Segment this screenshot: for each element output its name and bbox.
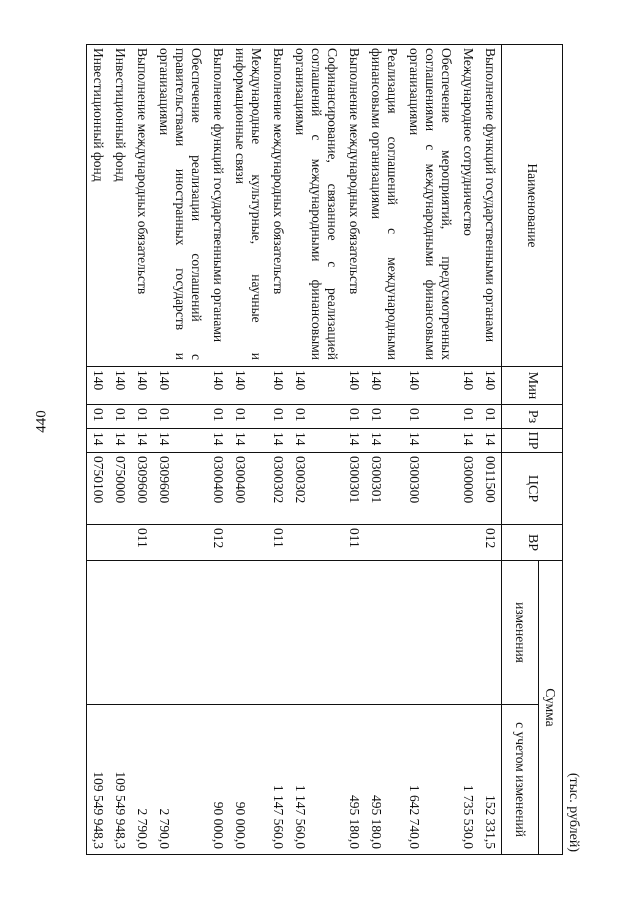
cell-csr: 0750100	[87, 453, 110, 525]
cell-changes	[267, 561, 289, 705]
table-row	[403, 45, 457, 855]
cell-pr: 14	[109, 429, 131, 453]
cell-changes	[403, 561, 457, 705]
cell-vr: 011	[343, 525, 365, 561]
table-row	[267, 45, 289, 855]
cell-total: 495 180,0	[343, 705, 365, 855]
cell-vr	[109, 525, 131, 561]
cell-total: 90 000,0	[229, 705, 267, 855]
cell-vr	[457, 525, 479, 561]
units-label: (тыс. рублей)	[566, 772, 581, 852]
cell-rz: 01	[289, 405, 343, 429]
cell-name: Софинансирование, связанное с реализацией соглашений с международными финансовыми организациями	[289, 45, 343, 367]
cell-csr: 0300000	[457, 453, 479, 525]
cell-pr: 14	[207, 429, 229, 453]
cell-pr: 14	[153, 429, 207, 453]
cell-min: 140	[207, 367, 229, 405]
cell-name: Обеспечение реализации соглашений с правительствами иностранных государств и организациями	[153, 45, 207, 367]
cell-csr: 0309600	[131, 453, 153, 525]
cell-min: 140	[457, 367, 479, 405]
header-sum: Сумма	[539, 561, 563, 855]
table-row	[153, 45, 207, 855]
rotated-page-content	[80, 44, 585, 854]
cell-pr: 14	[479, 429, 502, 453]
cell-changes	[207, 561, 229, 705]
header-min: Мин	[502, 367, 563, 405]
table-row	[109, 45, 131, 855]
cell-total: 152 331,5	[479, 705, 502, 855]
cell-vr: 011	[131, 525, 153, 561]
header-csr: ЦСР	[502, 453, 563, 525]
cell-csr: 0300301	[343, 453, 365, 525]
cell-vr	[87, 525, 110, 561]
cell-min: 140	[267, 367, 289, 405]
cell-min: 140	[87, 367, 110, 405]
cell-min: 140	[403, 367, 457, 405]
cell-rz: 01	[109, 405, 131, 429]
cell-name: Инвестиционный фонд	[87, 45, 110, 367]
cell-rz: 01	[207, 405, 229, 429]
cell-name: Выполнение функций государственными органами	[207, 45, 229, 367]
cell-vr	[403, 525, 457, 561]
cell-name: Международное сотрудничество	[457, 45, 479, 367]
cell-total: 1 147 560,0	[289, 705, 343, 855]
cell-csr: 0300302	[267, 453, 289, 525]
cell-pr: 14	[289, 429, 343, 453]
cell-csr: 0300301	[365, 453, 403, 525]
cell-changes	[289, 561, 343, 705]
cell-pr: 14	[365, 429, 403, 453]
cell-total: 1 147 560,0	[267, 705, 289, 855]
cell-rz: 01	[267, 405, 289, 429]
cell-rz: 01	[479, 405, 502, 429]
cell-rz: 01	[457, 405, 479, 429]
cell-rz: 01	[153, 405, 207, 429]
header-changes: изменения	[502, 561, 539, 705]
cell-name: Выполнение международных обязательств	[131, 45, 153, 367]
table-row	[343, 45, 365, 855]
table-row	[479, 45, 502, 855]
table-row	[87, 45, 110, 855]
cell-vr	[153, 525, 207, 561]
cell-pr: 14	[457, 429, 479, 453]
header-vr: ВР	[502, 525, 563, 561]
cell-rz: 01	[131, 405, 153, 429]
cell-changes	[365, 561, 403, 705]
cell-total: 2 790,0	[131, 705, 153, 855]
cell-total: 1 735 530,0	[457, 705, 479, 855]
cell-name: Выполнение международных обязательств	[267, 45, 289, 367]
cell-changes	[343, 561, 365, 705]
cell-changes	[229, 561, 267, 705]
cell-csr: 0011500	[479, 453, 502, 525]
cell-changes	[457, 561, 479, 705]
cell-rz: 01	[403, 405, 457, 429]
cell-min: 140	[289, 367, 343, 405]
table-row	[131, 45, 153, 855]
cell-changes	[109, 561, 131, 705]
cell-vr	[365, 525, 403, 561]
header-name: Наименование	[502, 45, 563, 367]
header-pr: ПР	[502, 429, 563, 453]
cell-csr: 0750000	[109, 453, 131, 525]
cell-rz: 01	[343, 405, 365, 429]
table-row	[207, 45, 229, 855]
cell-min: 140	[479, 367, 502, 405]
cell-name: Выполнение международных обязательств	[343, 45, 365, 367]
cell-min: 140	[229, 367, 267, 405]
cell-vr	[289, 525, 343, 561]
cell-pr: 14	[403, 429, 457, 453]
table-row	[457, 45, 479, 855]
cell-pr: 14	[343, 429, 365, 453]
cell-vr	[229, 525, 267, 561]
table-row	[289, 45, 343, 855]
cell-name: Обеспечение мероприятий, предусмотренных соглашениями с международными финансовыми организациями	[403, 45, 457, 367]
cell-min: 140	[343, 367, 365, 405]
cell-total: 109 549 948,3	[109, 705, 131, 855]
cell-pr: 14	[131, 429, 153, 453]
table-body	[87, 45, 502, 855]
cell-vr: 012	[479, 525, 502, 561]
cell-total: 90 000,0	[207, 705, 229, 855]
cell-changes	[479, 561, 502, 705]
cell-pr: 14	[87, 429, 110, 453]
cell-pr: 14	[229, 429, 267, 453]
cell-name: Выполнение функций государственными органами	[479, 45, 502, 367]
cell-min: 140	[153, 367, 207, 405]
cell-pr: 14	[267, 429, 289, 453]
cell-name: Инвестиционный фонд	[109, 45, 131, 367]
cell-csr: 0300400	[229, 453, 267, 525]
budget-table	[86, 44, 563, 855]
cell-changes	[87, 561, 110, 705]
cell-csr: 0309600	[153, 453, 207, 525]
table-row	[365, 45, 403, 855]
cell-csr: 0300300	[403, 453, 457, 525]
cell-total: 1 642 740,0	[403, 705, 457, 855]
cell-total: 109 549 948,3	[87, 705, 110, 855]
cell-total: 495 180,0	[365, 705, 403, 855]
page-number: 440	[33, 410, 50, 433]
cell-total: 2 790,0	[153, 705, 207, 855]
cell-changes	[153, 561, 207, 705]
cell-rz: 01	[87, 405, 110, 429]
cell-vr: 011	[267, 525, 289, 561]
cell-min: 140	[109, 367, 131, 405]
cell-rz: 01	[229, 405, 267, 429]
header-rz: Рз	[502, 405, 563, 429]
cell-min: 140	[131, 367, 153, 405]
cell-name: Международные культурные, научные и информационные связи	[229, 45, 267, 367]
table-row	[229, 45, 267, 855]
cell-vr: 012	[207, 525, 229, 561]
cell-rz: 01	[365, 405, 403, 429]
cell-name: Реализация соглашений с международными финансовыми организациями	[365, 45, 403, 367]
cell-csr: 0300400	[207, 453, 229, 525]
header-with-changes: с учетом изменений	[502, 705, 539, 855]
cell-csr: 0300302	[289, 453, 343, 525]
cell-changes	[131, 561, 153, 705]
cell-min: 140	[365, 367, 403, 405]
